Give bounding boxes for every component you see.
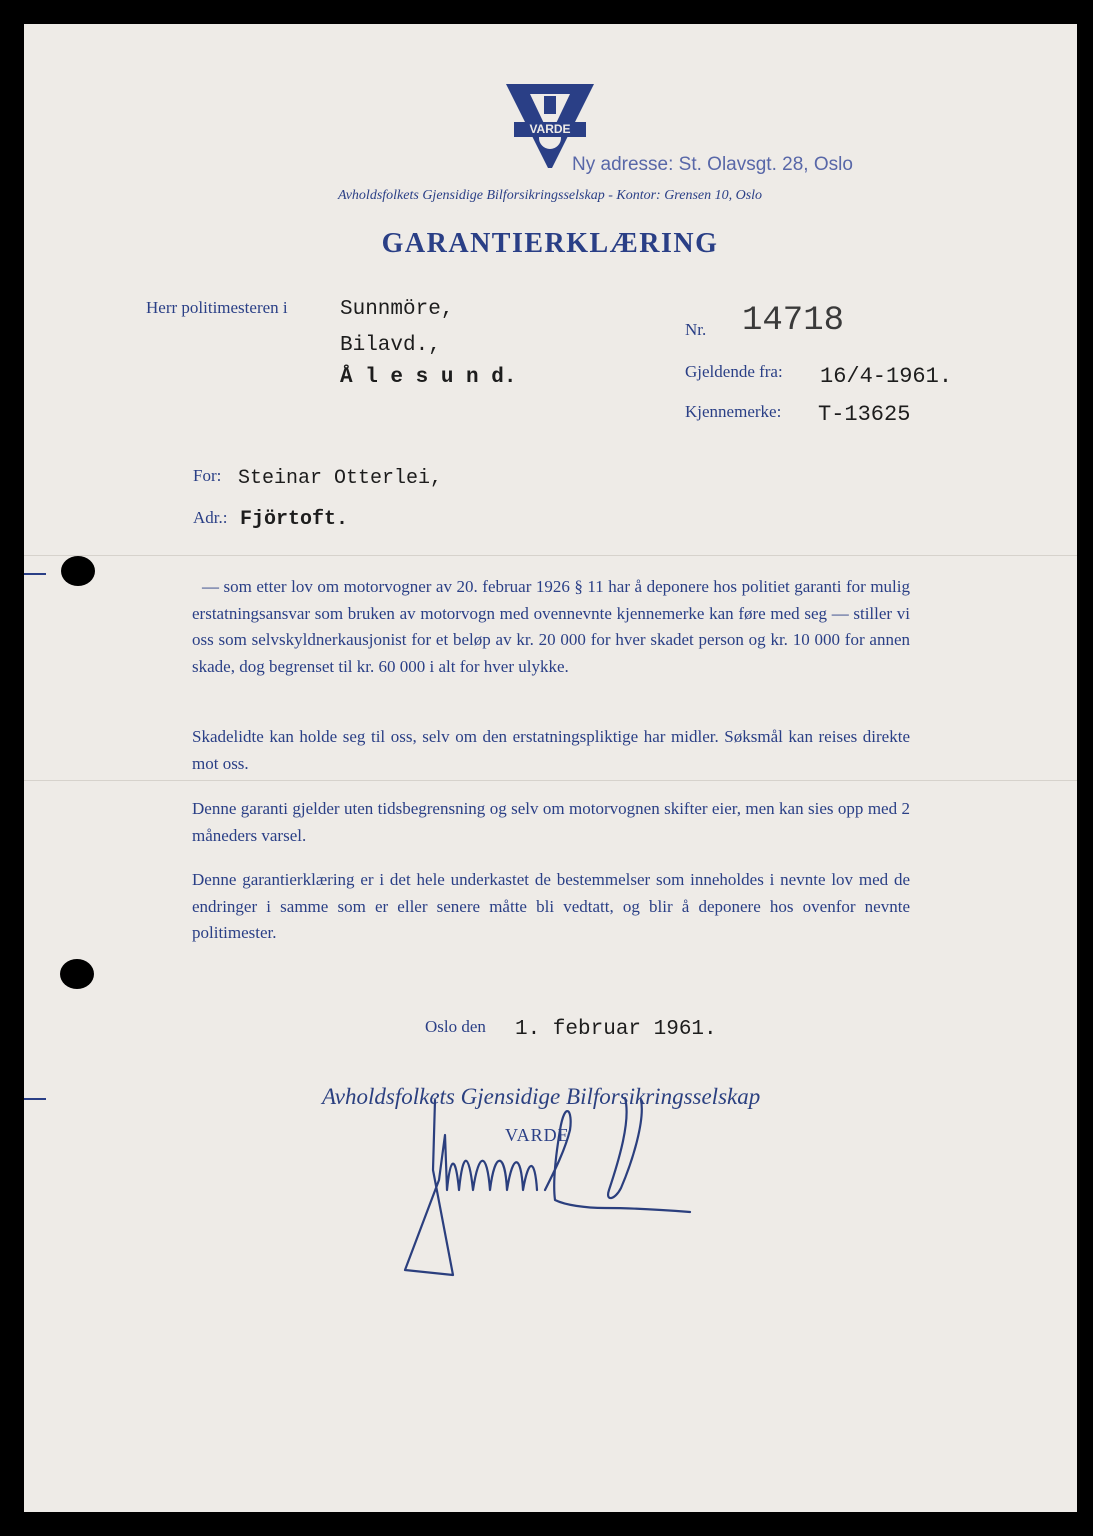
logo-text: VARDE — [529, 122, 571, 136]
closing-company: Avholdsfolkets Gjensidige Bilforsikringsselskap — [322, 1084, 761, 1109]
punch-hole — [61, 556, 95, 586]
recipient-label: Herr politimesteren i — [146, 298, 288, 317]
valid-from-value: 16/4-1961. — [820, 364, 953, 389]
body-paragraph: Skadelidte kan holde seg til oss, selv om den erstatningspliktige har midler. Søksmål kan reises direkte mot oss. — [192, 727, 910, 773]
body-paragraph: Denne garantierklæring er i det hele underkastet de bestemmelser som inneholdes i nevnte lov med de endringer i samme som er eller senere måtte bli vedtatt, og blir å deponere hos ovenfor nevnte politimester. — [192, 870, 910, 942]
for-value: Steinar Otterlei, — [238, 467, 443, 490]
adr-label: Adr.: — [193, 508, 228, 527]
recipient-line: Bilavd., — [340, 334, 441, 357]
body-paragraph: — som etter lov om motorvogner av 20. februar 1926 § 11 har å deponere hos politiet garanti for mulig erstatningsansvar som bruken av motorvogn med ovennevnte kjennemerke kan føre med seg — stiller vi oss som selvskyldnerkausjonist for et beløp av kr. 20 000 for hver skadet person og kr. 10 000 for annen skade, dog begrenset til kr. 60 000 i alt for hver ulykke. — [192, 577, 910, 676]
company-line: Avholdsfolkets Gjensidige Bilforsikringsselskap - Kontor: Grensen 10, Oslo — [337, 188, 763, 203]
place-label: Oslo den — [425, 1017, 486, 1036]
recipient-line: Sunnmöre, — [340, 298, 454, 321]
body-paragraph: Denne garanti gjelder uten tidsbegrensning og selv om motorvognen skifter eier, men kan sies opp med 2 måneders varsel. — [192, 799, 910, 845]
for-label: For: — [193, 466, 222, 485]
closing-brand: VARDE — [505, 1125, 570, 1145]
reg-value: T-13625 — [818, 402, 911, 427]
nr-value: 14718 — [742, 302, 845, 340]
punch-hole — [60, 959, 94, 989]
margin-mark — [24, 573, 46, 575]
nr-label: Nr. — [685, 320, 707, 339]
recipient-line: Å l e s u n d. — [340, 366, 517, 389]
margin-mark — [24, 1098, 46, 1100]
fold-line — [24, 555, 1077, 556]
address-stamp: Ny adresse: St. Olavsgt. 28, Oslo — [572, 154, 853, 175]
adr-value: Fjörtoft. — [240, 508, 349, 531]
reg-label: Kjennemerke: — [685, 402, 782, 421]
valid-from-label: Gjeldende fra: — [685, 362, 783, 381]
fold-line — [24, 780, 1077, 781]
document-title: GARANTIERKLÆRING — [381, 228, 719, 259]
signature — [395, 1090, 695, 1290]
date-value: 1. februar 1961. — [515, 1018, 717, 1041]
